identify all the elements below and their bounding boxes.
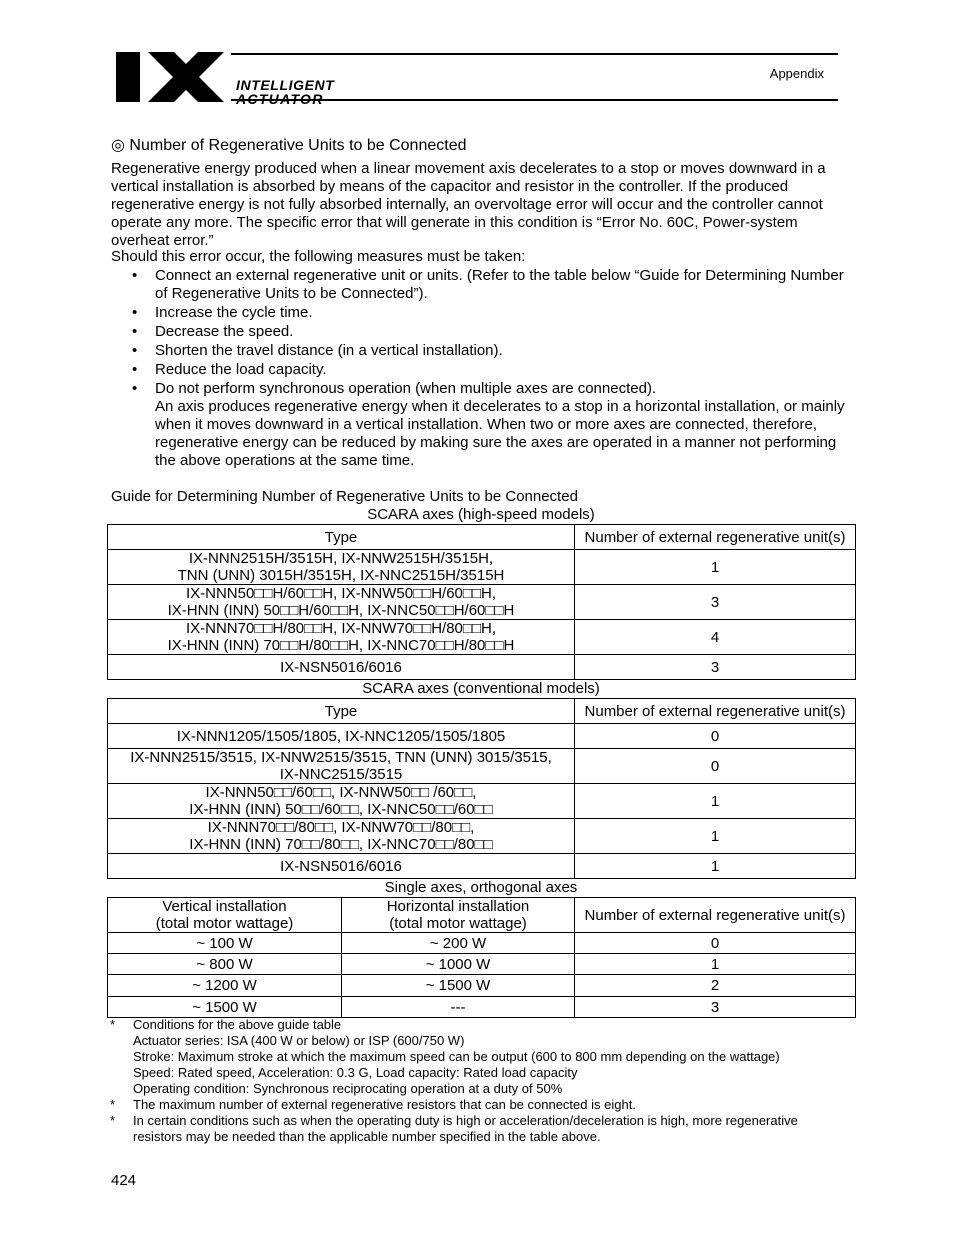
table-row <box>108 954 856 975</box>
table-row <box>108 997 856 1018</box>
bullet-icon: • <box>132 361 138 378</box>
asterisk: * <box>110 1097 116 1112</box>
type-cell: IX-NSN5016/6016 <box>108 655 575 680</box>
horizontal-cell: ~ 200 W <box>342 933 575 954</box>
measure-item: • Decrease the speed. <box>132 323 294 340</box>
type-cell: IX-NNN50□□/60□□, IX-NNW50□□ /60□□, IX-HNN (INN) 50□□/60□□, IX-NNC50□□/60□□ <box>108 784 575 819</box>
table-row <box>108 975 856 997</box>
units-cell: 2 <box>575 975 856 997</box>
units-cell: 1 <box>575 550 856 585</box>
type-cell: IX-NNN50□□H/60□□H, IX-NNW50□□H/60□□H, IX-HNN (INN) 50□□H/60□□H, IX-NNC50□□H/60□□H <box>108 585 575 620</box>
ix-logo-mark <box>116 52 224 102</box>
scara-high-speed-table <box>107 524 856 680</box>
scara-conventional-table <box>107 698 856 879</box>
bullet-icon: • <box>132 323 138 340</box>
measures-intro: Should this error occur, the following measures must be taken: <box>111 248 526 265</box>
table-notes <box>110 1017 850 1145</box>
ix-logo <box>114 50 396 106</box>
table2-caption: SCARA axes (conventional models) <box>362 680 600 697</box>
units-cell: 3 <box>575 997 856 1018</box>
measures-list <box>132 267 847 470</box>
units-cell: 0 <box>575 933 856 954</box>
units-cell: 4 <box>575 620 856 655</box>
header-type: Type <box>108 699 575 724</box>
vertical-cell: ~ 800 W <box>108 954 342 975</box>
units-cell: 0 <box>575 724 856 749</box>
measure-item: • Connect an external regenerative unit or units. (Refer to the table below “Guide for Determining Number of Regenerative Units to be Connected”). <box>132 267 844 302</box>
vertical-cell: ~ 100 W <box>108 933 342 954</box>
asterisk: * <box>110 1017 116 1032</box>
measure-item: • Reduce the load capacity. <box>132 361 327 378</box>
table-row <box>108 585 856 620</box>
table-row <box>108 784 856 819</box>
bullet-icon: • <box>132 342 138 359</box>
type-cell: IX-NNN2515/3515, IX-NNW2515/3515, TNN (UNN) 3015/3515, IX-NNC2515/3515 <box>108 749 575 784</box>
guide-title: Guide for Determining Number of Regenerative Units to be Connected <box>111 488 578 505</box>
table-row <box>108 724 856 749</box>
table3-caption: Single axes, orthogonal axes <box>384 879 578 896</box>
units-cell: 1 <box>575 784 856 819</box>
logo-text-intelligent: INTELLIGENT <box>236 77 335 93</box>
table1-caption: SCARA axes (high-speed models) <box>367 506 595 523</box>
note-high-duty: * In certain conditions such as when the operating duty is high or acceleration/deceleration is high, more regenerative resistors may be needed than the applicable number specified in the table above. <box>110 1113 798 1144</box>
single-orthogonal-table <box>107 897 856 1018</box>
bullet-icon: • <box>132 380 138 397</box>
units-cell: 3 <box>575 655 856 680</box>
header-units: Number of external regenerative unit(s) <box>575 699 856 724</box>
units-cell: 1 <box>575 819 856 854</box>
table-header-row <box>108 898 856 933</box>
section-title: ◎ Number of Regenerative Units to be Connected <box>111 137 467 154</box>
asterisk: * <box>110 1113 116 1128</box>
measure-item: • Increase the cycle time. <box>132 304 313 321</box>
horizontal-cell: ~ 1000 W <box>342 954 575 975</box>
table-header-row <box>108 699 856 724</box>
type-cell: IX-NNN70□□/80□□, IX-NNW70□□/80□□, IX-HNN (INN) 70□□/80□□, IX-NNC70□□/80□□ <box>108 819 575 854</box>
header-section-label: Appendix <box>769 66 824 81</box>
table-row <box>108 854 856 879</box>
table-row <box>108 819 856 854</box>
vertical-cell: ~ 1200 W <box>108 975 342 997</box>
intro-paragraph: Regenerative energy produced when a linear movement axis decelerates to a stop or moves downward in a vertical installation is absorbed by means of the capacitor and resistor in the controller. If the produced regenerative energy is not fully absorbed internally, an overvoltage error will occur and the controller cannot operate any more. The specific error that will generate in this condition is “Error No. 60C, Power-system overheat error.” <box>111 160 826 249</box>
units-cell: 1 <box>575 854 856 879</box>
header-type: Type <box>108 525 575 550</box>
note-conditions: * Conditions for the above guide table Actuator series: ISA (400 W or below) or ISP (600/750 W) Stroke: Maximum stroke at which the maximum speed can be output (600 to 800 mm depending on the wattage) Speed: Rated speed, Acceleration: 0.3 G, Load capacity: Rated load capacity Operating condition: Synchronous reciprocating operation at a duty of 50% <box>110 1017 780 1096</box>
units-cell: 1 <box>575 954 856 975</box>
horizontal-cell: ~ 1500 W <box>342 975 575 997</box>
bullet-icon: • <box>132 304 138 321</box>
table-row <box>108 550 856 585</box>
measure-item: • Do not perform synchronous operation (when multiple axes are connected). <box>132 380 657 397</box>
bullet-icon: • <box>132 267 138 284</box>
units-cell: 3 <box>575 585 856 620</box>
table-row <box>108 620 856 655</box>
measure-item: • Shorten the travel distance (in a vertical installation). <box>132 342 503 359</box>
vertical-cell: ~ 1500 W <box>108 997 342 1018</box>
measure-explanation: An axis produces regenerative energy when it decelerates to a stop in a horizontal installation, or mainly when it moves downward in a vertical installation. When two or more axes are connected, therefore, regenerative energy can be reduced by making sure the axes are operated in a manner not performing the above operations at the same time. <box>155 398 845 469</box>
header-units: Number of external regenerative unit(s) <box>575 525 856 550</box>
type-cell: IX-NSN5016/6016 <box>108 854 575 879</box>
table-row <box>108 749 856 784</box>
table-row <box>108 655 856 680</box>
horizontal-cell: --- <box>342 997 575 1018</box>
type-cell: IX-NNN70□□H/80□□H, IX-NNW70□□H/80□□H, IX-HNN (INN) 70□□H/80□□H, IX-NNC70□□H/80□□H <box>108 620 575 655</box>
header-rule-top <box>231 53 838 55</box>
header-units: Number of external regenerative unit(s) <box>575 898 856 933</box>
page-number: 424 <box>111 1172 137 1189</box>
table-row <box>108 933 856 954</box>
type-cell: IX-NNN1205/1505/1805, IX-NNC1205/1505/1805 <box>108 724 575 749</box>
header-vertical: Vertical installation (total motor wattage) <box>108 898 342 933</box>
type-cell: IX-NNN2515H/3515H, IX-NNW2515H/3515H, TNN (UNN) 3015H/3515H, IX-NNC2515H/3515H <box>108 550 575 585</box>
units-cell: 0 <box>575 749 856 784</box>
note-max-resistors: * The maximum number of external regenerative resistors that can be connected is eight. <box>110 1097 636 1112</box>
table-header-row <box>108 525 856 550</box>
header-horizontal: Horizontal installation (total motor wattage) <box>342 898 575 933</box>
header-rule-bottom <box>231 99 838 101</box>
